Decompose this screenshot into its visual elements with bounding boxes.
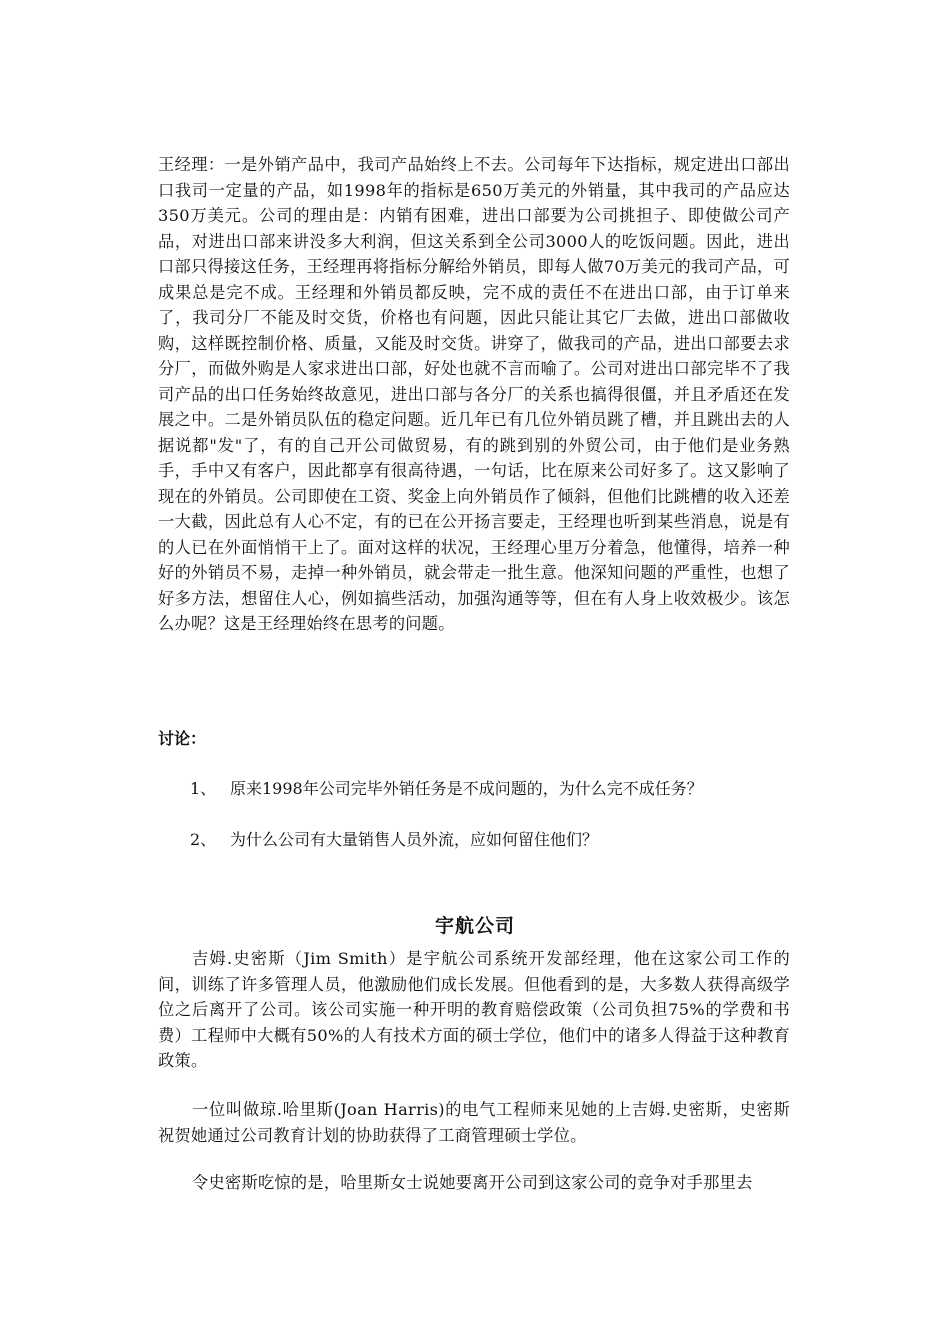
case1-paragraph: 王经理：一是外销产品中，我司产品始终上不去。公司每年下达指标，规定进出口部出口我司一定量的产品，如1998年的指标是650万美元的外销量，其中我司的产品应达350万美元。公司的理由是：内销有困难，进出口部要为公司挑担子、即使做公司产品，对进出口部来讲没多大利润，但这关系到全公司3000人的吃饭问题。因此，进出口部只得接这任务，王经理再将指标分解给外销员，即每人做70万美元的我司产品，可成果总是完不成。王经理和外销员都反映，完不成的责任不在进出口部，由于订单来了，我司分厂不能及时交货，价格也有问题，因此只能让其它厂去做，进出口部做收购，这样既控制价格、质量，又能及时交货。讲穿了，做我司的产品，进出口部要去求分厂，而做外购是人家求进出口部，好处也就不言而喻了。公司对进出口部完毕不了我司产品的出口任务始终故意见，进出口部与各分厂的关系也搞得很僵，并且矛盾还在发展之中。二是外销员队伍的稳定问题。近几年已有几位外销员跳了槽，并且跳出去的人据说都"发"了，有的自己开公司做贸易，有的跳到别的外贸公司，由于他们是业务熟手，手中又有客户，因此都享有很高待遇，一句话，比在原来公司好多了。这又影响了现在的外销员。公司即使在工资、奖金上向外销员作了倾斜，但他们比跳槽的收入还差一大截，因此总有人心不定，有的已在公开扬言要走，王经理也听到某些消息，说是有的人已在外面悄悄干上了。面对这样的状况，王经理心里万分着急，他懂得，培养一种好的外销员不易，走掉一种外销员，就会带走一批生意。他深知问题的严重性，也想了好多方法，想留住人心，例如搞些活动，加强沟通等等，但在有人身上收效极少。该怎么办呢？这是王经理始终在思考的问题。 (158, 155, 790, 633)
question-1-number: 1、 (190, 779, 217, 798)
question-2-number: 2、 (190, 830, 217, 849)
case2-paragraph-2: 一位叫做琼.哈里斯(Joan Harris)的电气工程师来见她的上吉姆.史密斯，史密斯祝贺她通过公司教育计划的协助获得了工商管理硕士学位。 (158, 1100, 790, 1145)
discussion-heading: 讨论： (158, 729, 207, 748)
case2-paragraph-3: 令史密斯吃惊的是，哈里斯女士说她要离开公司到这家公司的竞争对手那里去 (192, 1173, 753, 1192)
question-2 (190, 827, 598, 850)
question-2-text: 为什么公司有大量销售人员外流，应如何留住他们？ (230, 830, 599, 849)
case2-title: 宇航公司 (434, 915, 515, 937)
question-1-text: 原来1998年公司完毕外销任务是不成问题的，为什么完不成任务？ (230, 779, 703, 798)
case2-paragraph-1: 吉姆.史密斯（Jim Smith）是宇航公司系统开发部经理，他在这家公司工作的间，训练了许多管理人员，他激励他们成长发展。但他看到的是，大多数人获得高级学位之后离开了公司。该公司实施一种开明的教育赔偿政策（公司负担75%的学费和书费）工程师中大概有50%的人有技术方面的硕士学位，他们中的诸多人得益于这种教育政策。 (158, 949, 790, 1070)
question-1 (190, 776, 703, 799)
